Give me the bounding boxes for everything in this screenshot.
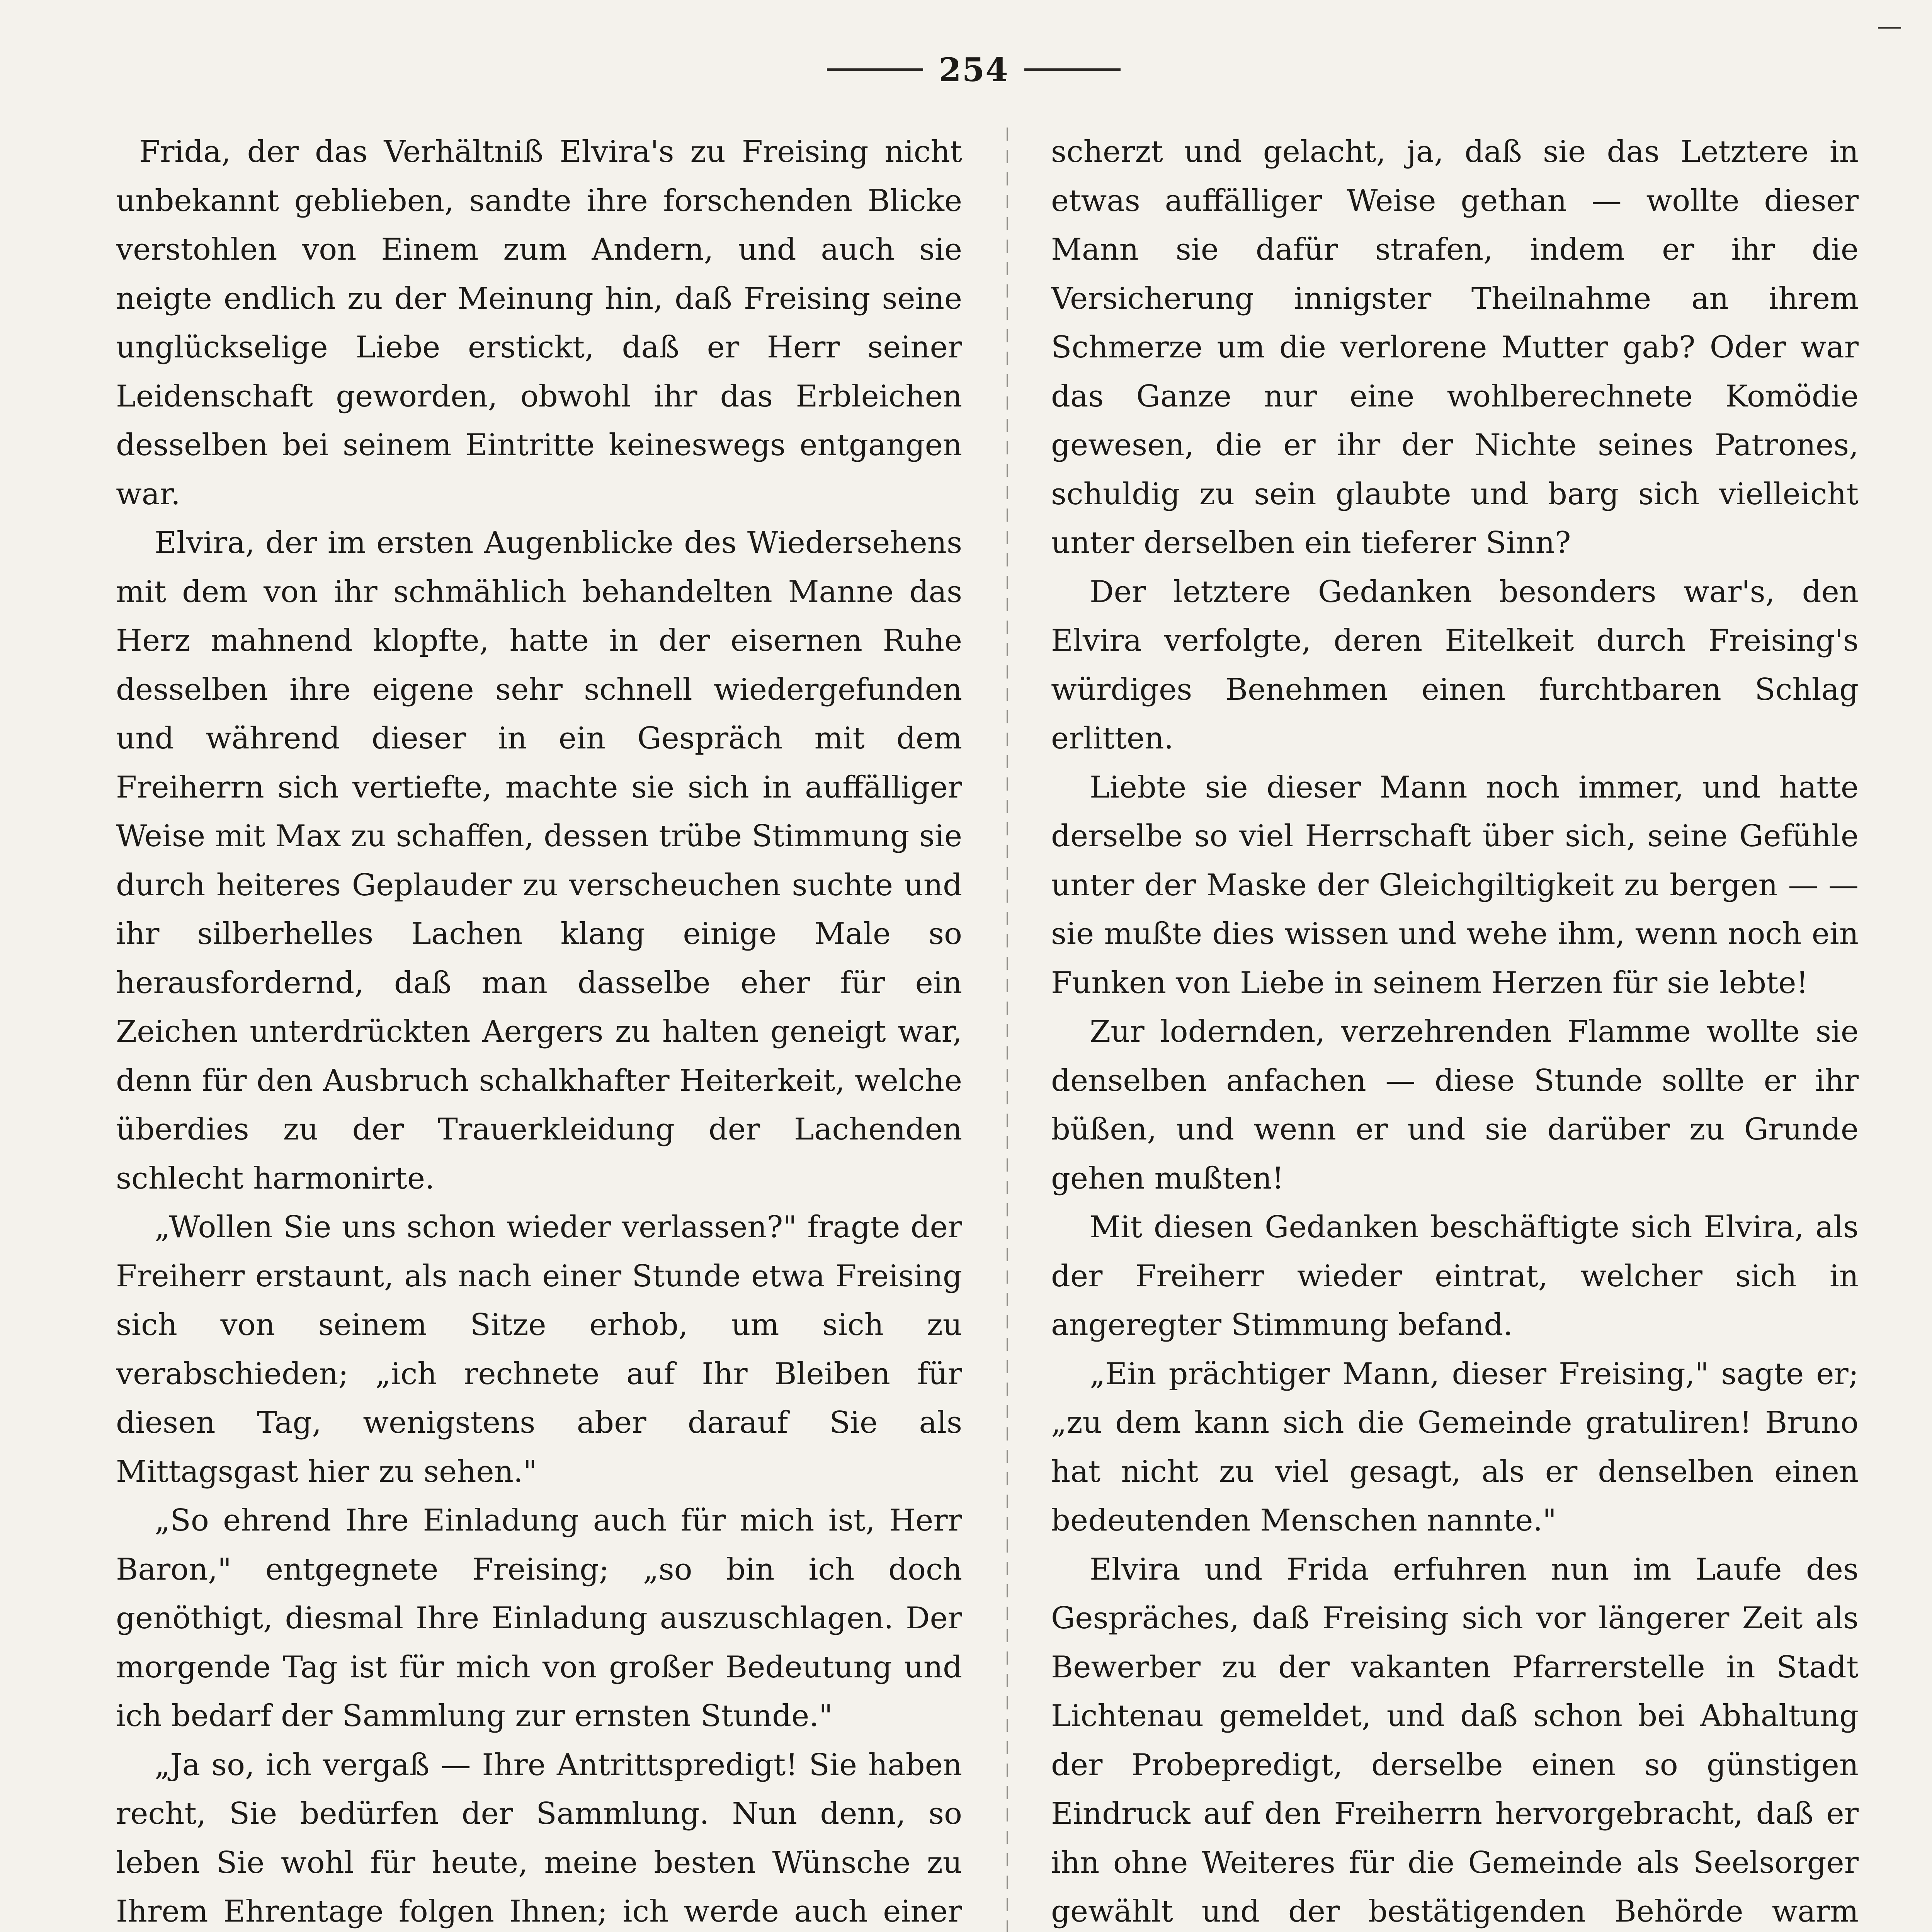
right-column	[1051, 128, 1859, 1932]
paragraph: Zur lodernden, verzehrenden Flamme wollte sie denselben anfachen — diese Stunde sollte er ihr büßen, und wenn er und sie darüber zu Grunde gehen mußten!	[1051, 1014, 1859, 1196]
header-rule-right	[1024, 68, 1121, 71]
paragraph: Liebte sie dieser Mann noch immer, und hatte derselbe so viel Herrschaft über sich, seine Gefühle unter der Maske der Gleichgiltigkeit zu bergen — — sie mußte dies wissen und wehe ihm, wenn noch ein Funken von Liebe in seinem Herzen für sie lebte!	[1051, 770, 1859, 1000]
paragraph: Elvira, der im ersten Augenblicke des Wiedersehens mit dem von ihr schmählich behandelten Manne das Herz mahnend klopfte, hatte in der eisernen Ruhe desselben ihre eigene sehr schnell wiedergefunden und während dieser in ein Gespräch mit dem Freiherrn sich vertiefte, machte sie sich in auffälliger Weise mit Max zu schaffen, dessen trübe Stimmung sie durch heiteres Geplauder zu verscheuchen suchte und ihr silberhelles Lachen klang einige Male so herausfordernd, daß man dasselbe eher für ein Zeichen unterdrückten Aergers zu halten geneigt war, denn für den Ausbruch schalkhafter Heiterkeit, welche überdies zu der Trauerkleidung der Lachenden schlecht harmonirte.	[116, 526, 962, 1196]
paragraph: „Wollen Sie uns schon wieder verlassen?" fragte der Freiherr erstaunt, als nach einer Stunde etwa Freising sich von seinem Sitze erhob, um sich zu verabschieden; „ich rechnete auf Ihr Bleiben für diesen Tag, wenigstens aber darauf Sie als Mittagsgast hier zu sehen."	[116, 1210, 962, 1489]
paragraph: scherzt und gelacht, ja, daß sie das Letztere in etwas auffälliger Weise gethan — wollte dieser Mann sie dafür strafen, indem er ihr die Versicherung innigster Theilnahme an ihrem Schmerze um die verlorene Mutter gab? Oder war das Ganze nur eine wohlberechnete Komödie gewesen, die er ihr der Nichte seines Patrones, schuldig zu sein glaubte und barg sich vielleicht unter derselben ein tieferer Sinn?	[1051, 134, 1859, 560]
paragraph: „Ein prächtiger Mann, dieser Freising," sagte er; „zu dem kann sich die Gemeinde gratuliren! Bruno hat nicht zu viel gesagt, als er denselben einen bedeutenden Menschen nannte."	[1051, 1356, 1859, 1538]
paragraph: Elvira und Frida erfuhren nun im Laufe des Gespräches, daß Freising sich vor längerer Zeit als Bewerber zu der vakanten Pfarrerstelle in Stadt Lichtenau gemeldet, und daß schon bei Abhaltung der Probepredigt, derselbe einen so günstigen Eindruck auf den Freiherrn hervorgebracht, daß er ihn ohne Weiteres für die Gemeinde als Seelsorger gewählt und der bestätigenden Behörde warm	[1051, 1552, 1859, 1929]
page-header	[827, 46, 1121, 93]
paragraph: Frida, der das Verhältniß Elvira's zu Freising nicht unbekannt geblieben, sandte ihre forschenden Blicke verstohlen von Einem zum Andern, und auch sie neigte endlich zu der Meinung hin, daß Freising seine unglückselige Liebe erstickt, daß er Herr seiner Leidenschaft geworden, obwohl ihr das Erbleichen desselben bei seinem Eintritte keineswegs entgangen war.	[116, 134, 962, 512]
page-number: 254	[939, 50, 1009, 89]
paragraph: „Ja so, ich vergaß — Ihre Antrittspredigt! Sie haben recht, Sie bedürfen der Sammlung. Nun denn, so leben Sie wohl für heute, meine besten Wünsche zu Ihrem Ehrentage folgen Ihnen; ich werde auch einer	[116, 1747, 962, 1929]
paragraph: Der letztere Gedanken besonders war's, den Elvira verfolgte, deren Eitelkeit durch Freising's würdiges Benehmen einen furchtbaren Schlag erlitten.	[1051, 574, 1859, 756]
paragraph: Mit diesen Gedanken beschäftigte sich Elvira, als der Freiherr wieder eintrat, welcher sich in angeregter Stimmung befand.	[1051, 1210, 1859, 1342]
edge-mark	[1878, 27, 1901, 29]
left-column	[116, 128, 962, 1932]
paragraph: „So ehrend Ihre Einladung auch für mich ist, Herr Baron," entgegnete Freising; „so bin ich doch genöthigt, diesmal Ihre Einladung auszuschlagen. Der morgende Tag ist für mich von großer Bedeutung und ich bedarf der Sammlung zur ernsten Stunde."	[116, 1503, 962, 1733]
header-rule-left	[827, 68, 923, 71]
column-divider	[1007, 128, 1008, 1932]
